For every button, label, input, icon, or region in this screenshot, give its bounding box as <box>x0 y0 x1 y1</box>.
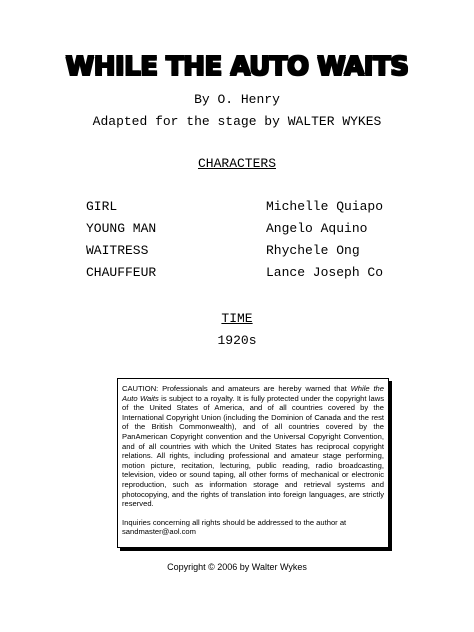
adaptation-credit: Adapted for the stage by WALTER WYKES <box>92 114 382 129</box>
cast-actor: Rhychele Ong <box>266 243 360 258</box>
cast-row <box>86 243 406 265</box>
cast-actor: Lance Joseph Co <box>266 265 384 280</box>
time-value: 1920s <box>217 333 257 348</box>
caution-paragraph <box>122 384 384 509</box>
characters-heading: CHARACTERS <box>197 156 276 171</box>
cast-row <box>86 221 406 243</box>
cast-row <box>86 265 406 287</box>
copyright-notice: Copyright © 2006 by Walter Wykes <box>167 562 307 572</box>
inquiries-paragraph: Inquiries concerning all rights should be addressed to the author at sandmaster@aol.com <box>122 517 347 537</box>
caution-notice <box>117 378 389 548</box>
cast-list <box>86 199 406 287</box>
cast-role: GIRL <box>86 199 118 214</box>
cast-row <box>86 199 406 221</box>
play-title-text: WHILE THE AUTO WAITS <box>65 52 409 82</box>
caution-body: is subject to a royalty. It is fully protected under the copyright laws of the United States of America, and of all countries covered by the International Copyright Union (including the Dominion of Canada and the rest of the British Commonwealth), and of all countries covered by the PanAmerican Copyright convention and the Universal Copyright Convention, and of all countries with which the United States has reciprocal copyright relations. All rights, including professional and amateur stage performing, motion picture, recitation, lecturing, public reading, radio broadcasting, television, video or sound taping, all other forms of mechanical or electronic reproduction, such as information storage and retrieval systems and photocopying, and the rights of translation into foreign languages, are strictly reserved. <box>122 393 384 509</box>
caution-play-title: While the Auto Waits <box>122 384 385 403</box>
cast-role: YOUNG MAN <box>86 221 157 236</box>
time-heading: TIME <box>221 311 253 326</box>
play-title <box>0 52 474 82</box>
cast-actor: Michelle Quiapo <box>266 199 384 214</box>
author-byline: By O. Henry <box>194 92 280 107</box>
cast-actor: Angelo Aquino <box>266 221 368 236</box>
caution-lead: CAUTION: Professionals and amateurs are hereby warned that <box>122 384 351 393</box>
cast-role: CHAUFFEUR <box>86 265 157 280</box>
cast-role: WAITRESS <box>86 243 149 258</box>
